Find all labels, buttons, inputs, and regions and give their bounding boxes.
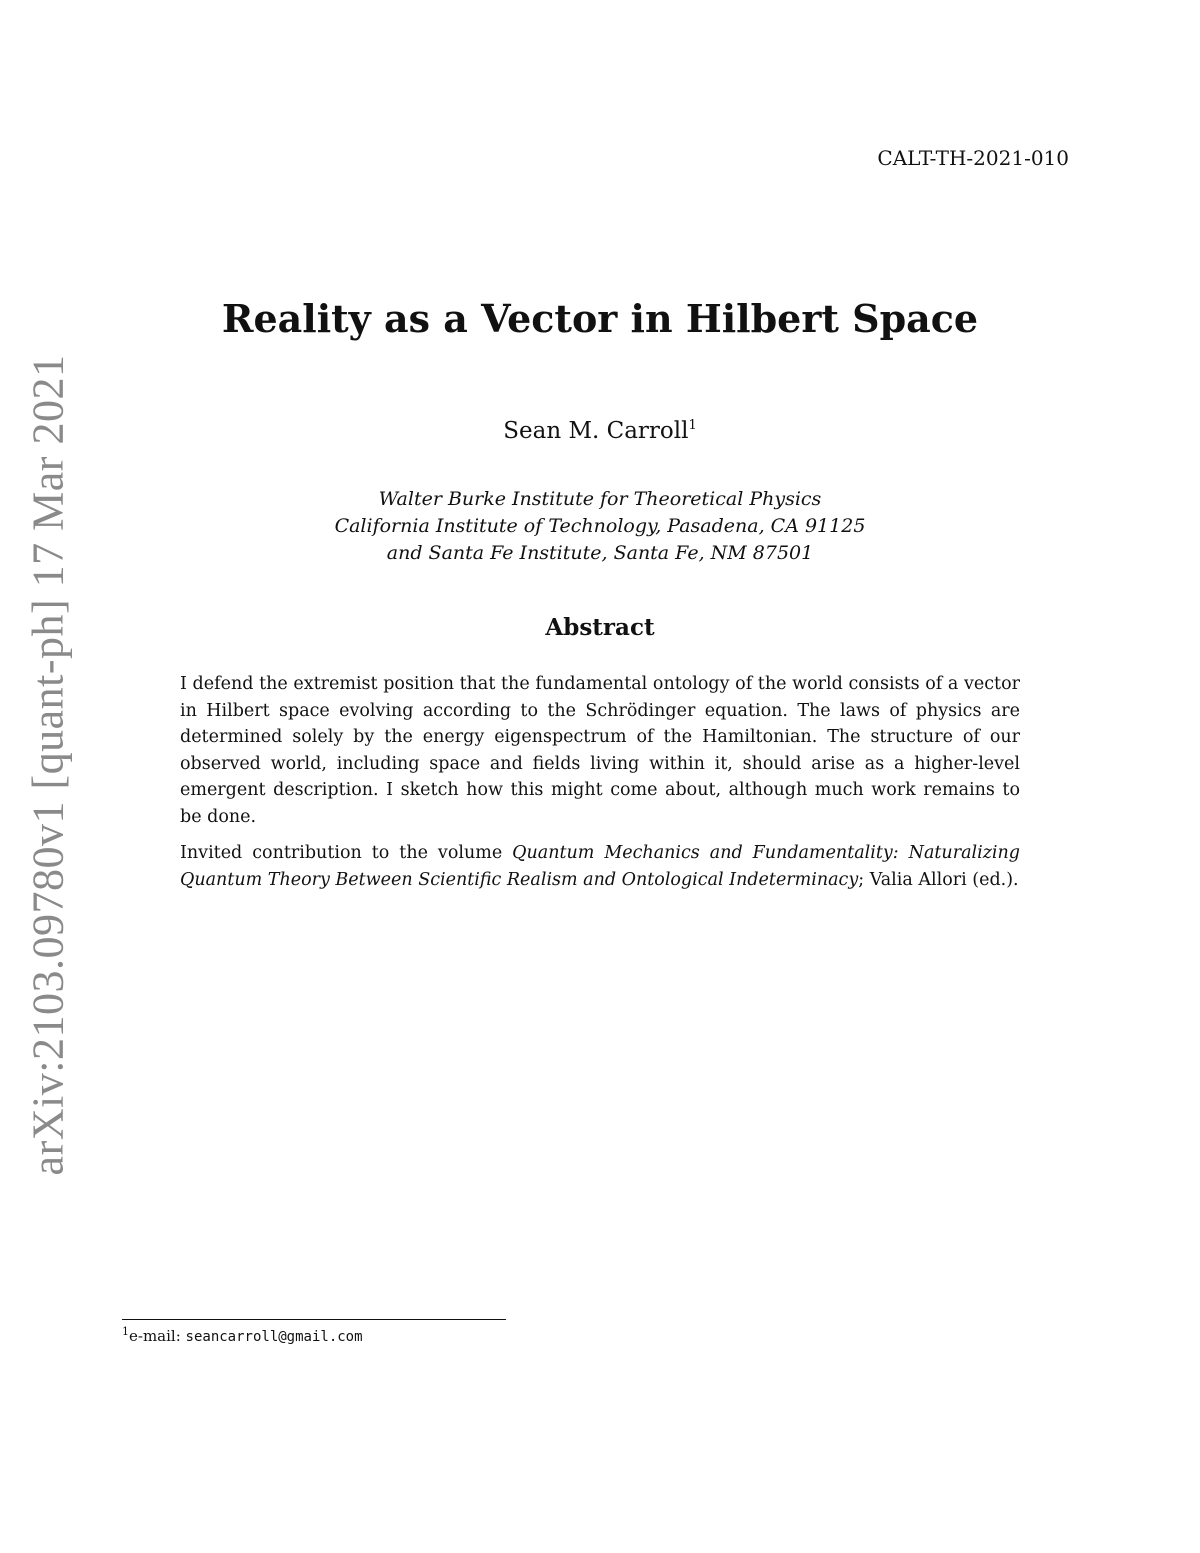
volume-title: Quantum Mechanics and Fundamentality: Naturalizing Quantum Theory Between Scientific Realism and Ontological Indeterminacy — [180, 843, 1020, 890]
invited-suffix: ; Valia Allori (ed.). — [858, 869, 1019, 890]
footnote-email[interactable]: seancarroll@gmail.com — [185, 1329, 363, 1345]
footnote-label: e-mail: — [129, 1327, 186, 1345]
footnote-divider — [122, 1319, 506, 1320]
footnote-mark: 1 — [122, 1325, 129, 1338]
abstract-paragraph: I defend the extremist position that the fundamental ontology of the world consists of a vector in Hilbert space evolving according to the Schrödinger equation. The laws of physics are determined solely by the energy eigenspectrum of the Hamiltonian. The structure of our observed world, including space and fields living within it, should arise as a higher-level emergent description. I sketch how this might come about, although much work remains to be done. — [180, 674, 1020, 827]
report-number: CALT-TH-2021-010 — [877, 146, 1069, 170]
footnote — [122, 1325, 363, 1345]
affiliation-line-2: California Institute of Technology, Pasadena, CA 91125 — [334, 515, 866, 537]
affiliation-line-3: and Santa Fe Institute, Santa Fe, NM 87501 — [386, 542, 814, 564]
abstract-heading: Abstract — [545, 614, 655, 641]
abstract-body — [180, 671, 1020, 903]
affiliation-block — [0, 486, 1200, 567]
author-footnote-mark: 1 — [688, 418, 697, 433]
arxiv-identifier-stamp: arXiv:2103.09780v1 [quant-ph] 17 Mar 2021 — [23, 354, 73, 1176]
paper-title: Reality as a Vector in Hilbert Space — [221, 296, 979, 341]
author-name: Sean M. Carroll — [503, 418, 689, 444]
invited-contribution-note — [180, 840, 1020, 893]
affiliation-line-1: Walter Burke Institute for Theoretical Physics — [378, 488, 822, 510]
invited-prefix: Invited contribution to the volume — [180, 843, 513, 863]
author-line — [0, 418, 1200, 444]
